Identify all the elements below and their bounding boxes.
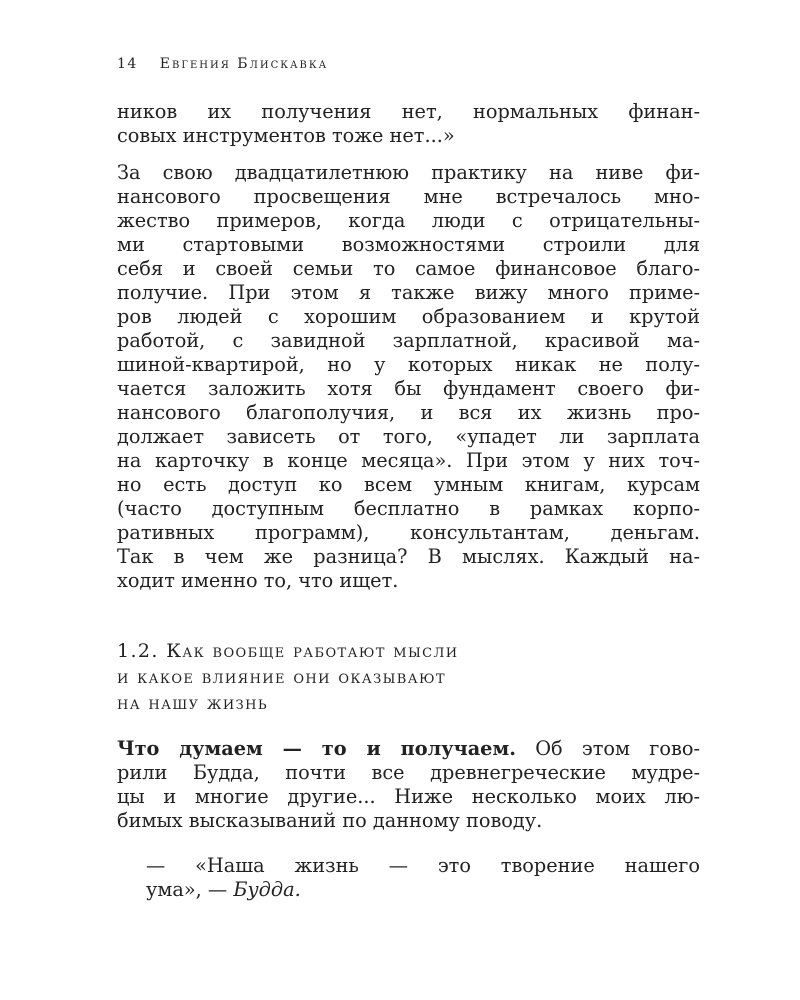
text-line: но есть доступ ко всем умным книгам, курсам [117, 473, 700, 496]
text-line: получие. При этом я также вижу много приме- [117, 281, 700, 304]
heading-line: и какое влияние они оказывают [117, 666, 446, 688]
text-line: рили Будда, почти все древнегреческие мудре- [117, 761, 700, 784]
text-line: шиной-квартирой, но у которых никак не полу- [117, 353, 700, 376]
text-line: нансового благополучия, и вся их жизнь про- [117, 401, 700, 424]
text-line: За свою двадцатилетнюю практику на ниве фи- [117, 161, 700, 184]
book-page [117, 0, 700, 1000]
text-line [117, 737, 700, 761]
text-line: Так в чем же разница? В мыслях. Каждый на- [117, 545, 700, 568]
text-line: цы и многие другие... Ниже несколько моих лю- [117, 785, 700, 808]
quote-line [146, 878, 700, 902]
paragraph-practice [117, 161, 700, 593]
paragraph-thoughts [117, 737, 700, 833]
heading-line: на нашу жизнь [117, 692, 269, 714]
page-number: 14 [117, 56, 138, 72]
text-line: чается заложить хотя бы фундамент своего фи- [117, 377, 700, 400]
paragraph-continued [117, 100, 700, 148]
text-line: должает зависеть от того, «упадет ли зарплата [117, 425, 700, 448]
text-line: ров людей с хорошим образованием и крутой [117, 305, 700, 328]
quote-attribution: Будда. [233, 878, 301, 901]
lead-line-rest: Об этом гово- [515, 737, 700, 760]
text-line: ративных программ), консультантам, деньгам. [117, 521, 700, 544]
text-line: работой, с завидной зарплатной, красивой ма- [117, 329, 700, 352]
quote-line: — «Наша жизнь — это творение нашего [146, 854, 700, 877]
text-line: жество примеров, когда люди с отрицательны- [117, 209, 700, 232]
heading-line: 1.2. Как вообще работают мысли [117, 640, 459, 662]
text-line: на карточку в конце месяца». При этом у них точ- [117, 449, 700, 472]
text-line: совых инструментов тоже нет...» [117, 124, 455, 147]
text-line: нансового просвещения мне встречалось мно- [117, 185, 700, 208]
quote-line-text: ума», — [146, 878, 234, 901]
lead-phrase: Что думаем — то и получаем. [117, 737, 516, 760]
running-head [117, 56, 328, 72]
section-heading [117, 638, 700, 716]
text-line: ходит именно то, что ищет. [117, 569, 399, 592]
running-head-author: Евгения Блискавка [159, 56, 329, 72]
text-line: (часто доступным бесплатно в рамках корпо- [117, 497, 700, 520]
text-line: ников их получения нет, нормальных финан- [117, 100, 700, 123]
quote-buddha [146, 854, 700, 902]
text-line: бимых высказываний по данному поводу. [117, 809, 543, 832]
text-line: себя и своей семьи то самое финансовое благо- [117, 257, 700, 280]
text-line: ми стартовыми возможностями строили для [117, 233, 700, 256]
